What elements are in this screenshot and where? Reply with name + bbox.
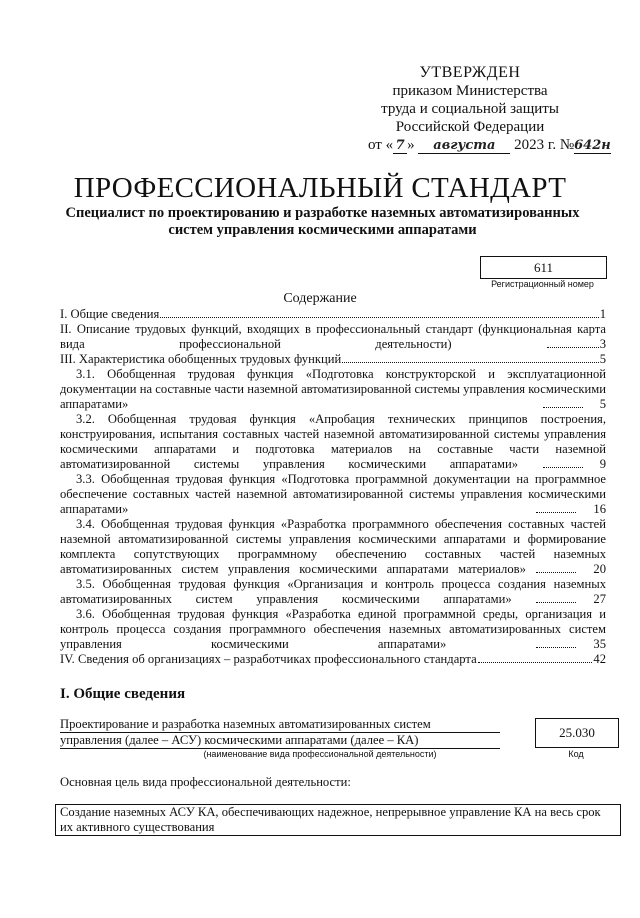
- toc-entry: [60, 517, 606, 577]
- toc-entry-text: I. Общие сведения: [60, 307, 160, 321]
- toc-entry-text: III. Характеристика обобщенных трудовых функций: [60, 352, 342, 366]
- toc-page-number: 5: [599, 352, 606, 366]
- page-subtitle: [40, 205, 605, 239]
- toc-entry-text: 3.4. Обобщенная трудовая функция «Разработка программного обеспечения составных частей наземной автоматизированной системы управления космическими аппаратами и формирование комплекта сопутствующих программному обеспечению составных частей наземных автоматизированных систем управления космическими аппаратами материалов»: [60, 517, 606, 576]
- toc-entry-text: 3.6. Обобщенная трудовая функция «Разработка единой программной среды, организация и контроль процесса создания программного обеспечения наземных автоматизированных систем управления космическими аппаратами»: [60, 607, 606, 651]
- activity-code: 25.030: [535, 718, 619, 748]
- toc-leader-dots: [478, 662, 593, 663]
- toc-entry: [60, 322, 606, 352]
- toc-page-number: 1: [599, 307, 606, 321]
- toc-entry-text: IV. Сведения об организациях – разработчиках профессионального стандарта: [60, 652, 477, 666]
- toc-leader-dots: [536, 647, 576, 648]
- activity-line: управления (далее – АСУ) космическими аппаратами (далее – КА): [60, 733, 500, 749]
- approval-line: труда и социальной защиты: [381, 101, 559, 117]
- contents-heading: Содержание: [283, 291, 357, 306]
- activity-line: Проектирование и разработка наземных автоматизированных систем: [60, 717, 500, 733]
- toc-entry: [60, 367, 606, 412]
- toc-leader-dots: [536, 572, 576, 573]
- toc-page-number: 16: [593, 502, 606, 516]
- activity-name: [60, 717, 500, 749]
- toc-entry: [60, 652, 606, 667]
- toc-page-number: 42: [593, 652, 606, 666]
- toc-leader-dots: [543, 407, 583, 408]
- order-number: 642н: [574, 138, 611, 153]
- order-prefix: от «: [368, 137, 394, 153]
- toc-page-number: 20: [593, 562, 606, 576]
- goal-text: Создание наземных АСУ КА, обеспечивающих надежное, непрерывное управление КА на весь срок их активного существования: [55, 804, 621, 836]
- toc-entry: [60, 412, 606, 472]
- toc-leader-dots: [342, 362, 599, 363]
- toc-entry-text: 3.5. Обобщенная трудовая функция «Организация и контроль процесса создания наземных автоматизированных систем управления космическими аппаратами»: [60, 577, 606, 606]
- toc-page-number: 27: [593, 592, 606, 606]
- section-heading: I. Общие сведения: [60, 686, 186, 702]
- toc-entry-text: 3.1. Обобщенная трудовая функция «Подготовка конструкторской и эксплуатационной документации на составные части наземной автоматизированной системы управления космическими аппаратами»: [60, 367, 606, 411]
- toc-entry-text: 3.2. Обобщенная трудовая функция «Апробация технических принципов построения, конструирования, испытания составных частей наземной автоматизированной системы управления космическими аппаратами и подготовка материалов на составные части наземной автоматизированной системы управления космическими аппаратами»: [60, 412, 606, 471]
- registration-caption: Регистрационный номер: [491, 279, 594, 289]
- order-year: 2023 г. №: [514, 137, 575, 153]
- approval-line: приказом Министерства: [392, 83, 548, 99]
- goal-label: Основная цель вида профессиональной деятельности:: [60, 775, 351, 789]
- toc-entry: [60, 577, 606, 607]
- toc-entry: [60, 607, 606, 652]
- page-title: ПРОФЕССИОНАЛЬНЫЙ СТАНДАРТ: [73, 172, 567, 204]
- toc-leader-dots: [536, 602, 576, 603]
- toc-page-number: 5: [599, 397, 606, 411]
- toc-entry-text: II. Описание трудовых функций, входящих в профессиональный стандарт (функциональная карта вида профессиональной деятельности): [60, 322, 606, 351]
- registration-number: 611: [480, 256, 607, 279]
- order-month: августа: [418, 138, 510, 154]
- approval-line: Российской Федерации: [395, 119, 545, 135]
- subtitle-line: систем управления космическими аппаратами: [168, 222, 477, 238]
- code-caption: Код: [568, 749, 584, 759]
- table-of-contents: [60, 307, 606, 667]
- toc-page-number: 9: [599, 457, 606, 471]
- subtitle-line: Специалист по проектированию и разработке наземных автоматизированных: [65, 205, 580, 221]
- toc-leader-dots: [160, 317, 598, 318]
- toc-entry: [60, 352, 606, 367]
- toc-entry: [60, 307, 606, 322]
- order-line: [368, 137, 611, 154]
- toc-leader-dots: [547, 347, 599, 348]
- activity-caption: (наименование вида профессиональной деятельности): [203, 749, 437, 759]
- toc-page-number: 35: [593, 637, 606, 651]
- approval-heading: УТВЕРЖДЕН: [419, 64, 521, 81]
- toc-entry: [60, 472, 606, 517]
- toc-entry-text: 3.3. Обобщенная трудовая функция «Подготовка программной документации на программное обеспечение составных частей наземной автоматизированной системы управления космическими аппаратами»: [60, 472, 606, 516]
- approval-block: [355, 64, 585, 136]
- toc-leader-dots: [543, 467, 583, 468]
- toc-leader-dots: [536, 512, 576, 513]
- toc-page-number: 3: [599, 337, 606, 351]
- order-quote: »: [407, 137, 415, 153]
- order-day: 7: [393, 138, 407, 154]
